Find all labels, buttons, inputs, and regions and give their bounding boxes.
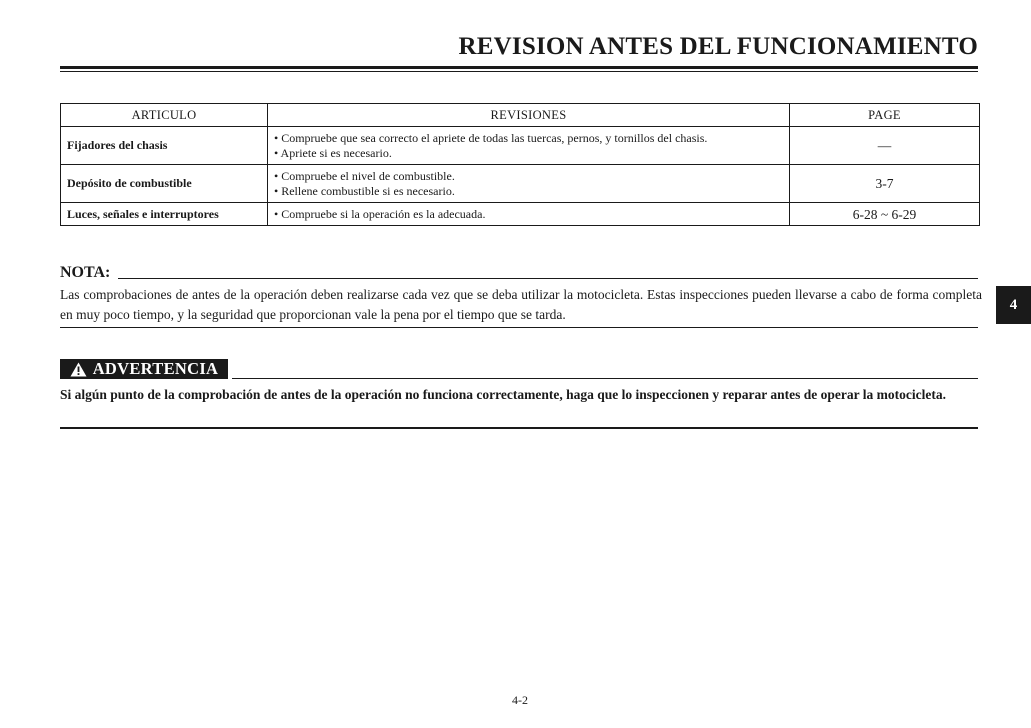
row-checks <box>268 203 790 226</box>
check-item: • Rellene combustible si es necesario. <box>274 184 783 199</box>
row-page: 6-28 ~ 6-29 <box>790 203 980 226</box>
page-number: 4-2 <box>512 693 528 707</box>
row-page: 3-7 <box>790 165 980 203</box>
chapter-tab: 4 <box>996 286 1031 324</box>
note-bottom-rule <box>60 327 978 328</box>
row-checks <box>268 127 790 165</box>
row-page: — <box>790 127 980 165</box>
column-header-revisiones: REVISIONES <box>268 104 790 127</box>
check-item: • Compruebe que sea correcto el apriete de todas las tuercas, pernos, y tornillos del chasis. <box>274 131 783 146</box>
table-row <box>61 165 980 203</box>
warning-triangle-icon <box>70 362 87 377</box>
warning-label-text: ADVERTENCIA <box>92 359 219 378</box>
note-text: Las comprobaciones de antes de la operación deben realizarse cada vez que se deba utilizar la motocicleta. Estas inspecciones pueden llevarse a cabo de forma completa en muy poco tiempo, y la seguridad que proporcionan vale la pena por el tiempo que se tarda. <box>60 287 982 322</box>
warning-label <box>60 359 228 379</box>
check-item: • Compruebe el nivel de combustible. <box>274 169 783 184</box>
row-item: Fijadores del chasis <box>61 127 268 165</box>
column-header-articulo: ARTICULO <box>61 104 268 127</box>
row-item: Depósito de combustible <box>61 165 268 203</box>
warning-heading-rule <box>232 378 978 379</box>
title-rule-thick <box>60 66 978 69</box>
table-row <box>61 127 980 165</box>
warning-bottom-rule <box>60 427 978 429</box>
warning-text: Si algún punto de la comprobación de antes de la operación no funciona correctamente, haga que lo inspeccionen y reparar antes de operar la motocicleta. <box>60 387 946 402</box>
column-header-page: PAGE <box>790 104 980 127</box>
title-rule-thin <box>60 71 978 72</box>
row-item: Luces, señales e interruptores <box>61 203 268 226</box>
table-header-row <box>61 104 980 127</box>
note-heading: NOTA: <box>60 264 111 281</box>
note-heading-rule <box>118 278 978 279</box>
table-row <box>61 203 980 226</box>
check-item: • Apriete si es necesario. <box>274 146 783 161</box>
page-title: REVISION ANTES DEL FUNCIONAMIENTO <box>458 33 978 60</box>
check-item: • Compruebe si la operación es la adecuada. <box>274 207 783 222</box>
row-checks <box>268 165 790 203</box>
inspection-table <box>60 103 980 226</box>
